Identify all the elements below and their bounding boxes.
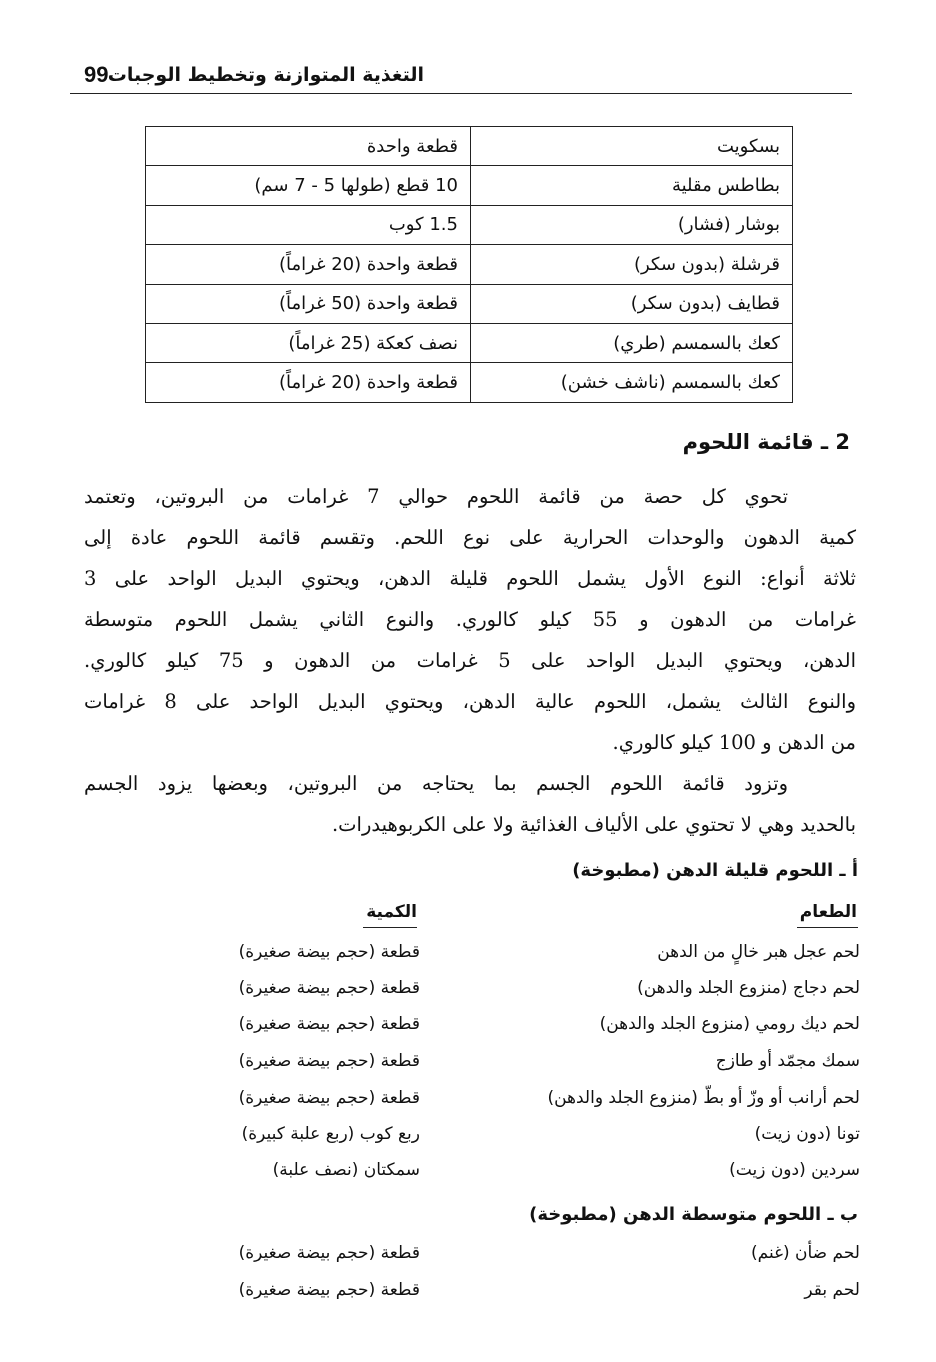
paragraph-line: تحوي كل حصة من قائمة اللحوم حوالي 7 غرامات من البروتين، وتعتمد xyxy=(84,485,788,508)
food-name: لحم ضأن (غنم) xyxy=(751,1243,860,1263)
list-item xyxy=(150,1014,860,1050)
list-item xyxy=(150,1280,860,1316)
food-name: سمك مجمّد أو طازج xyxy=(715,1051,860,1071)
table-row xyxy=(146,284,793,323)
paragraph-line: من الدهن و 100 كيلو كالوري. xyxy=(612,731,856,754)
column-header-underline xyxy=(363,927,417,928)
page-number: 99 xyxy=(84,62,109,87)
list-item xyxy=(150,1243,860,1279)
body-paragraph xyxy=(84,476,856,763)
table-cell-item: بوشار (فشار) xyxy=(471,205,793,244)
table-cell-item: بطاطس مقلية xyxy=(471,166,793,205)
table-cell-item: كعك بالسمسم (طري) xyxy=(471,323,793,362)
food-quantity: ربع كوب (ربع علبة كبيرة) xyxy=(241,1124,420,1144)
paragraph-line: غرامات من الدهون و 55 كيلو كالوري. والنوع الثاني يشمل اللحوم متوسطة xyxy=(84,608,857,631)
table-cell-quantity: نصف كعكة (25 غراماً) xyxy=(146,323,471,362)
paragraph-line: وتزود قائمة اللحوم الجسم بما يحتاجه من البروتين، وبعضها يزود الجسم xyxy=(84,772,788,795)
subsection-heading-lean: أ ـ اللحوم قليلة الدهن (مطبوخة) xyxy=(572,860,858,881)
list-item xyxy=(150,1051,860,1087)
table-cell-quantity: قطعة واحدة (20 غراماً) xyxy=(146,245,471,284)
page-header xyxy=(62,58,852,98)
table-cell-quantity: قطعة واحدة (20 غراماً) xyxy=(146,363,471,402)
food-name: سردين (دون زيت) xyxy=(729,1160,860,1180)
table-cell-quantity: قطعة واحدة xyxy=(146,127,471,166)
table-cell-item: كعك بالسمسم (ناشف خشن) xyxy=(471,363,793,402)
food-quantity: قطعة (حجم بيضة صغيرة) xyxy=(238,978,420,998)
header-rule xyxy=(70,93,852,94)
food-quantity: سمكتان (نصف علبة) xyxy=(272,1160,420,1180)
food-name: لحم أرانب أو وزّ أو بطّ (منزوع الجلد والدهن) xyxy=(547,1088,860,1108)
food-quantity: قطعة (حجم بيضة صغيرة) xyxy=(238,1280,420,1300)
food-quantity: قطعة (حجم بيضة صغيرة) xyxy=(238,942,420,962)
list-item xyxy=(150,1088,860,1124)
paragraph-line: ثلاثة أنواع: النوع الأول يشمل اللحوم قليلة الدهن، ويحتوي البديل الواحد على 3 xyxy=(84,567,856,590)
food-name: لحم بقر xyxy=(804,1280,860,1300)
column-header-quantity: الكمية xyxy=(366,902,417,922)
list-item xyxy=(150,978,860,1014)
food-name: تونا (دون زيت) xyxy=(754,1124,860,1144)
table-cell-item: قرشلة (بدون سكر) xyxy=(471,245,793,284)
table-cell-quantity: قطعة واحدة (50 غراماً) xyxy=(146,284,471,323)
table-row xyxy=(146,363,793,402)
table-cell-quantity: 10 قطع (طولها 5 - 7 سم) xyxy=(146,166,471,205)
list-item xyxy=(150,1160,860,1196)
food-quantity: قطعة (حجم بيضة صغيرة) xyxy=(238,1014,420,1034)
food-quantity: قطعة (حجم بيضة صغيرة) xyxy=(238,1243,420,1263)
list-item xyxy=(150,1124,860,1160)
food-quantity-table xyxy=(145,126,793,403)
food-name: لحم عجل هبر خالٍ من الدهن xyxy=(657,942,860,962)
food-quantity: قطعة (حجم بيضة صغيرة) xyxy=(238,1051,420,1071)
table-row xyxy=(146,166,793,205)
table-cell-item: بسكويت xyxy=(471,127,793,166)
table-cell-quantity: 1.5 كوب xyxy=(146,205,471,244)
paragraph-line: كمية الدهون والوحدات الحرارية على نوع اللحم. وتقسم قائمة اللحوم عادة إلى xyxy=(84,526,856,549)
food-quantity: قطعة (حجم بيضة صغيرة) xyxy=(238,1088,420,1108)
food-name: لحم ديك رومي (منزوع الجلد والدهن) xyxy=(599,1014,860,1034)
section-heading: 2 ـ قائمة اللحوم xyxy=(682,430,850,454)
column-header-underline xyxy=(797,927,858,928)
food-name: لحم دجاج (منزوع الجلد والدهن) xyxy=(637,978,860,998)
table-row xyxy=(146,323,793,362)
paragraph-line: الدهن، ويحتوي البديل الواحد على 5 غرامات من الدهون و 75 كيلو كالوري. xyxy=(84,649,856,672)
running-title: التغذية المتوازنة وتخطيط الوجبات xyxy=(107,64,424,86)
column-header-food: الطعام xyxy=(799,902,857,922)
table-row xyxy=(146,245,793,284)
paragraph-line: بالحديد وهي لا تحتوي على الألياف الغذائية ولا على الكربوهيدرات. xyxy=(331,813,856,836)
subsection-heading-medium: ب ـ اللحوم متوسطة الدهن (مطبوخة) xyxy=(529,1204,858,1225)
body-paragraph xyxy=(84,763,856,845)
list-item xyxy=(150,942,860,978)
table-cell-item: قطايف (بدون سكر) xyxy=(471,284,793,323)
table-row xyxy=(146,205,793,244)
table-row xyxy=(146,127,793,166)
paragraph-line: والنوع الثالث يشمل، اللحوم عالية الدهن، ويحتوي البديل الواحد على 8 غرامات xyxy=(84,690,856,713)
